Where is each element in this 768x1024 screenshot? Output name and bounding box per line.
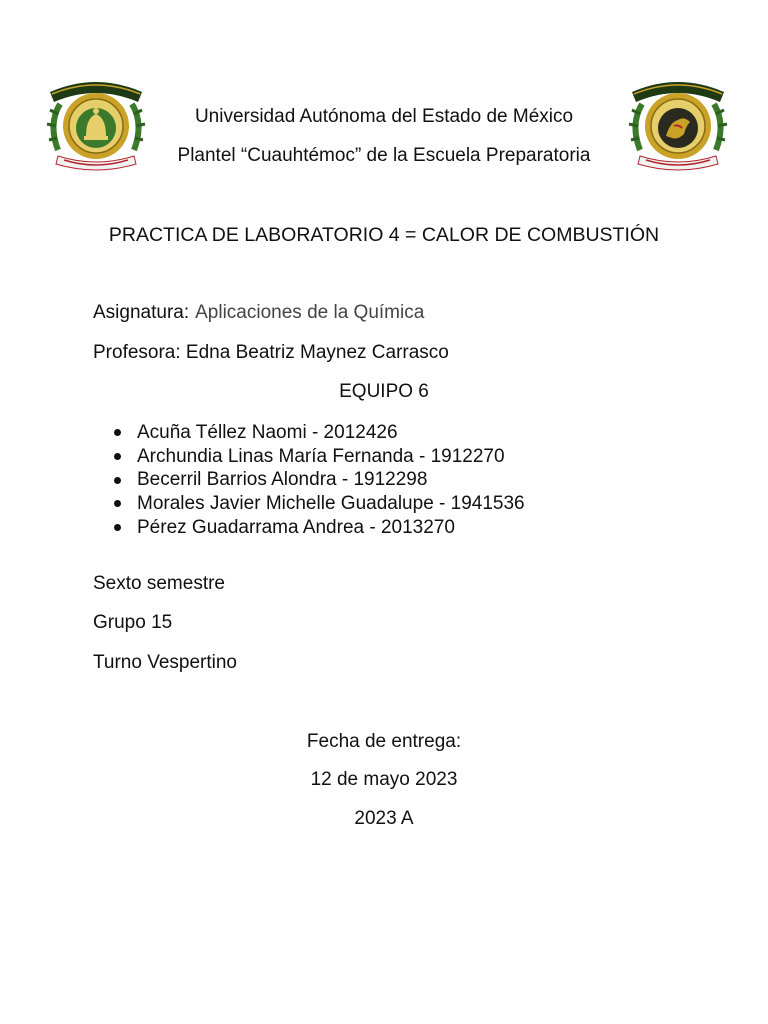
bullet-icon: [114, 429, 121, 436]
list-item: [114, 516, 525, 540]
bullet-icon: [114, 477, 121, 484]
member-name: Pérez Guadarrama Andrea - 2013270: [137, 516, 455, 538]
member-name: Becerril Barrios Alondra - 1912298: [137, 469, 428, 491]
member-name: Archundia Linas María Fernanda - 1912270: [137, 445, 505, 467]
bullet-icon: [114, 453, 121, 460]
subject-label: Asignatura:: [93, 302, 190, 323]
list-item: [114, 445, 525, 469]
member-name: Morales Javier Michelle Guadalupe - 1941536: [137, 493, 525, 515]
list-item: [114, 468, 525, 492]
subject-value: Aplicaciones de la Química: [195, 302, 425, 323]
document-title: PRACTICA DE LABORATORIO 4 = CALOR DE COMBUSTIÓN: [108, 224, 660, 246]
university-name: Universidad Autónoma del Estado de México: [194, 106, 574, 127]
campus-name: Plantel “Cuauhtémoc” de la Escuela Preparatoria: [177, 145, 591, 166]
delivery-label: Fecha de entrega:: [306, 731, 462, 752]
team-heading: EQUIPO 6: [339, 381, 429, 402]
bullet-icon: [114, 524, 121, 531]
group-line: Grupo 15: [93, 612, 173, 633]
members-list: [114, 421, 525, 540]
semester-line: Sexto semestre: [93, 573, 225, 594]
teacher-line: Profesora: Edna Beatriz Maynez Carrasco: [93, 342, 449, 363]
member-name: Acuña Téllez Naomi - 2012426: [137, 422, 398, 443]
shift-line: Turno Vespertino: [93, 652, 237, 673]
list-item: [114, 492, 525, 516]
delivery-date: 12 de mayo 2023: [310, 769, 458, 790]
subject-line: [93, 302, 424, 324]
list-item: [114, 421, 525, 445]
bullet-icon: [114, 500, 121, 507]
period-line: 2023 A: [354, 808, 414, 829]
